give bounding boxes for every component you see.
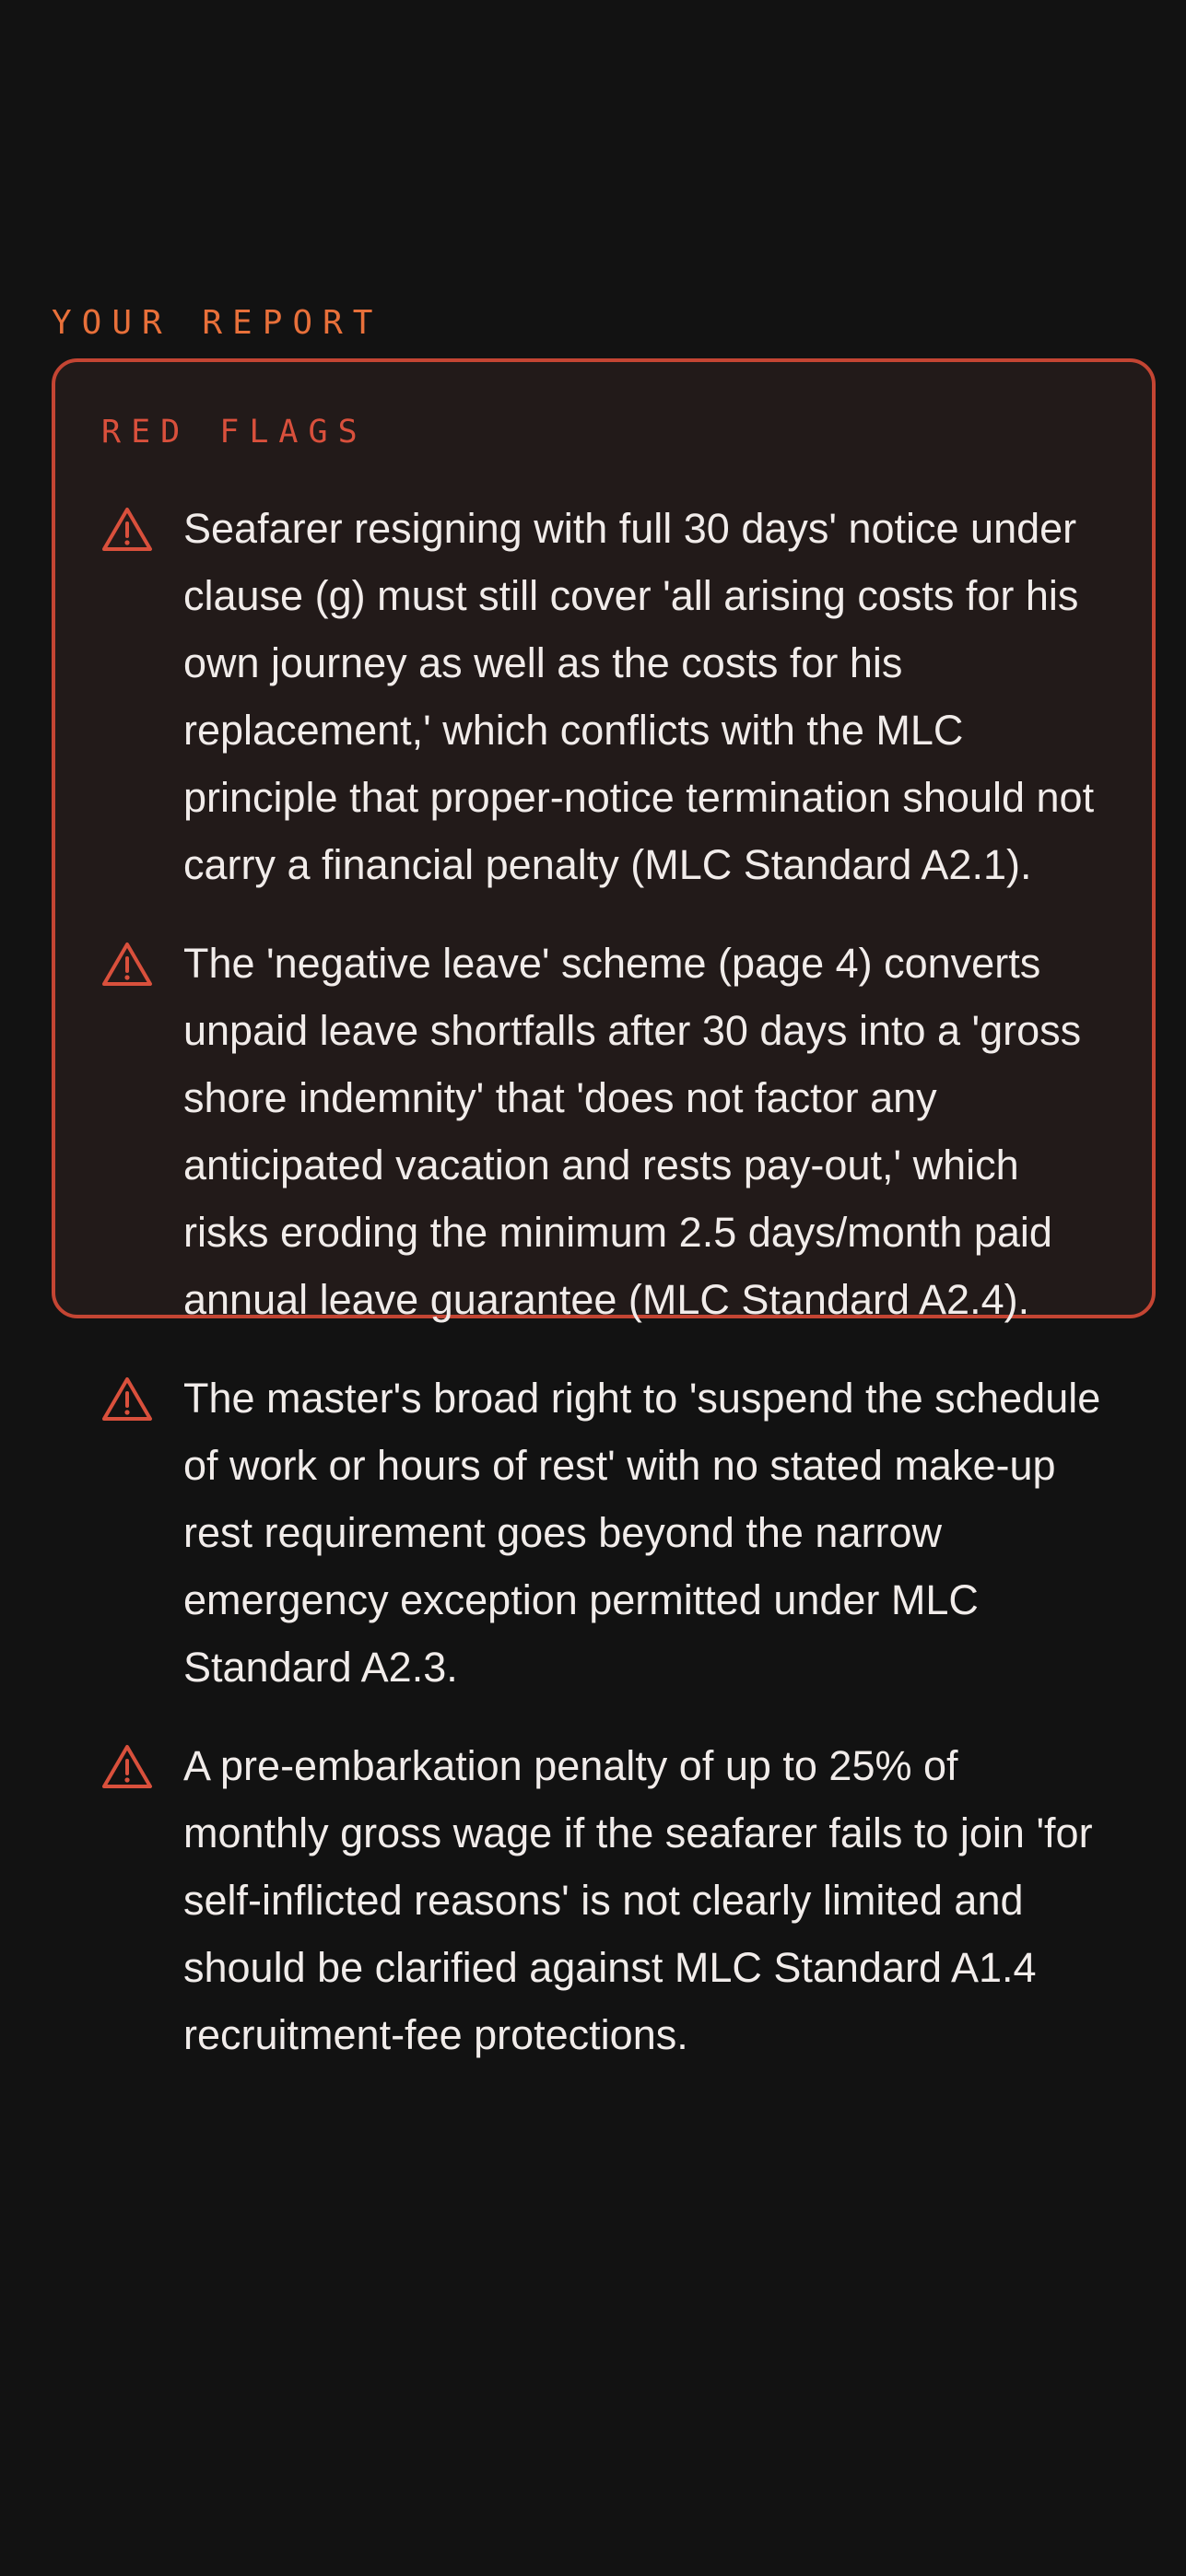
warning-triangle-icon: [101, 1743, 153, 1789]
warning-triangle-icon: [101, 941, 153, 987]
red-flag-text: A pre-embarkation penalty of up to 25% of monthly gross wage if the seafarer fails to join 'for self-inflicted reasons' is not clearly limited and should be clarified against MLC Standard A1.4 recruitment-fee protections.: [183, 1742, 1093, 2058]
red-flags-heading: RED FLAGS: [101, 414, 368, 451]
red-flags-card: [52, 358, 1156, 2058]
warning-triangle-icon: [101, 1376, 153, 1422]
red-flag-text: The 'negative leave' scheme (page 4) converts unpaid leave shortfalls after 30 days into a 'gross shore indemnity' that 'does not factor any anticipated vacation and rests pay-out,' which risks eroding the minimum 2.5 days/month paid annual leave guarantee (MLC Standard A2.4).: [183, 940, 1082, 1323]
red-flag-item: [101, 930, 1106, 1333]
red-flag-item: [101, 495, 1106, 898]
red-flag-item: [101, 1364, 1106, 1701]
red-flag-item: [101, 1732, 1106, 2068]
red-flag-text: Seafarer resigning with full 30 days' notice under clause (g) must still cover 'all arising costs for his own journey as well as the costs for his replacement,' which conflicts with the MLC principle that proper-notice termination should not carry a financial penalty (MLC Standard A2.1).: [183, 505, 1095, 888]
warning-triangle-icon: [101, 506, 153, 552]
section-label-your-report: YOUR REPORT: [52, 304, 383, 342]
red-flags-list: [101, 495, 1106, 2100]
red-flag-text: The master's broad right to 'suspend the schedule of work or hours of rest' with no stated make-up rest requirement goes beyond the narrow emergency exception permitted under MLC Standard A2.3.: [183, 1375, 1101, 1691]
